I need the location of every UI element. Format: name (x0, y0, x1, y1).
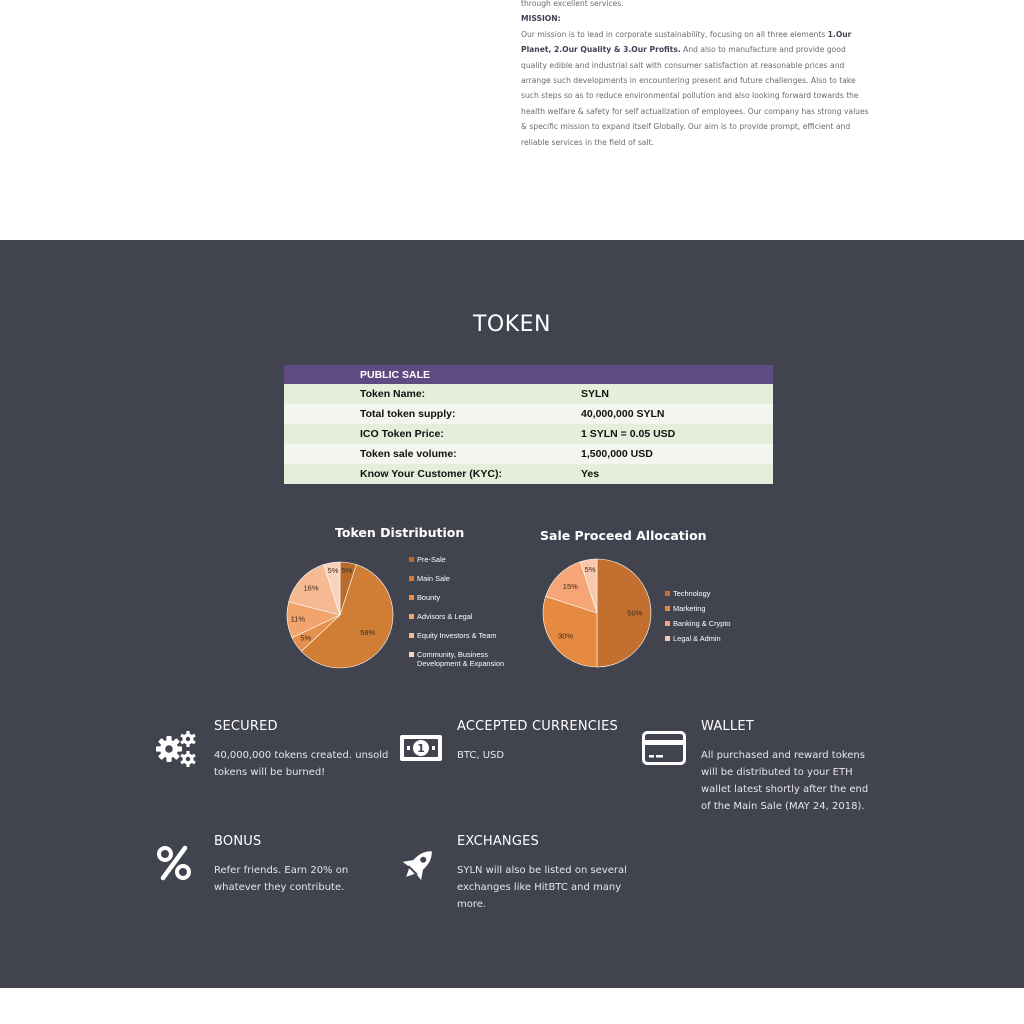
legend-item (665, 634, 755, 643)
legend-item (409, 555, 519, 564)
gears-icon (155, 729, 199, 774)
feature-exchanges-title: EXCHANGES (457, 834, 539, 849)
legend-item (409, 574, 519, 583)
percent-icon (156, 845, 192, 886)
pie-slice-label: 5% (341, 566, 353, 575)
token-distribution-title: Token Distribution (335, 525, 465, 540)
legend-item (409, 593, 519, 602)
legend-label: Main Sale (417, 574, 450, 583)
legend-label: Advisors & Legal (417, 612, 473, 621)
legend-swatch (409, 557, 414, 562)
feature-secured-title: SECURED (214, 719, 278, 734)
table-row-label: Total token supply: (360, 408, 456, 420)
pie-slice-label: 15% (562, 581, 578, 591)
legend-swatch (409, 576, 414, 581)
legend-item (665, 589, 755, 598)
table-row-value: 40,000,000 SYLN (581, 408, 665, 420)
public-sale-header: PUBLIC SALE (284, 365, 773, 384)
mission-text-pre: Our mission is to lead in corporate sustainability, focusing on all three elements (521, 29, 828, 39)
legend-label: Equity Investors & Team (417, 631, 497, 640)
rocket-icon (399, 844, 439, 889)
legend-label: Community, Business Development & Expansion (417, 650, 505, 668)
pie-slice-label: 50% (627, 608, 643, 618)
table-row (284, 404, 773, 424)
legend-swatch (409, 633, 414, 638)
svg-text:1: 1 (417, 742, 425, 755)
legend-label: Bounty (417, 593, 441, 602)
legend-item (409, 650, 519, 668)
feature-secured-text: 40,000,000 tokens created. unsold tokens will be burned! (214, 750, 389, 778)
table-row-value: 1,500,000 USD (581, 448, 653, 460)
pie-slice-label: 5% (327, 566, 339, 575)
table-row (284, 464, 773, 484)
table-row-value: SYLN (581, 388, 610, 400)
feature-currencies-title: ACCEPTED CURRENCIES (457, 719, 618, 734)
pie-slice-label: 30% (557, 631, 574, 641)
table-row-label: Token sale volume: (360, 448, 457, 460)
legend-item (409, 612, 519, 621)
legend-item (409, 631, 519, 640)
legend-item (665, 604, 755, 613)
feature-currencies-text: BTC, USD (457, 750, 505, 761)
legend-swatch (665, 621, 670, 626)
mission-heading: MISSION: (521, 14, 561, 24)
legend-swatch (665, 606, 670, 611)
pie-slice-label: 5% (584, 564, 596, 574)
pie-slice-label: 5% (300, 633, 312, 643)
table-row (284, 384, 773, 404)
legend-swatch (409, 652, 414, 657)
pie-slice-label: 11% (290, 614, 306, 624)
footer-blank-area (0, 988, 1024, 1024)
sale-proceed-pie (537, 553, 657, 673)
table-row-value: Yes (581, 468, 600, 480)
feature-wallet-title: WALLET (701, 719, 754, 734)
legend-label: Technology (673, 589, 711, 598)
pie-slice (597, 559, 651, 667)
legend-label: Legal & Admin (673, 634, 721, 643)
legend-swatch (409, 614, 414, 619)
sale-proceed-legend (665, 589, 755, 649)
token-distribution-pie (280, 555, 400, 675)
feature-exchanges-text: SYLN will also be listed on several exchanges like HitBTC and many more. (457, 865, 627, 910)
legend-label: Marketing (673, 604, 706, 613)
about-lead-text: through excellent services. (521, 0, 624, 8)
table-row-value: 1 SYLN = 0.05 USD (581, 428, 676, 440)
table-row (284, 424, 773, 444)
table-row (284, 444, 773, 464)
legend-swatch (665, 636, 670, 641)
table-row-label: Know Your Customer (KYC): (360, 468, 502, 480)
legend-label: Banking & Crypto (673, 619, 731, 628)
pie-slice-label: 58% (360, 628, 376, 638)
feature-bonus-text: Refer friends. Earn 20% on whatever they contribute. (214, 865, 349, 893)
mission-text-post: And also to manufacture and provide good quality edible and industrial salt with consumer satisfaction at reasonable prices and arrange such developments in encountering present and future challenges. Also to take such steps so as to reduce environmental pollution and also looking forward towards the health welfare & safety for self actualization of employees. Our company has strong values & specific mission to expand itself Globally. Our aim is to provide prompt, efficient and reliable services in the field of salt. (521, 45, 869, 147)
about-section (0, 0, 1024, 240)
pie-slice-label: 16% (303, 583, 319, 593)
token-distribution-legend (409, 555, 519, 678)
legend-swatch (665, 591, 670, 596)
table-row-label: ICO Token Price: (360, 428, 444, 440)
feature-bonus-title: BONUS (214, 834, 262, 849)
credit-card-icon (642, 731, 686, 770)
legend-item (665, 619, 755, 628)
token-title: TOKEN (472, 312, 552, 337)
table-row-label: Token Name: (360, 388, 426, 400)
legend-swatch (409, 595, 414, 600)
public-sale-table (284, 365, 773, 484)
banknote-icon (399, 733, 443, 768)
feature-wallet-text: All purchased and reward tokens will be distributed to your ETH wallet latest shortly after the end of the Main Sale (MAY 24, 2018). (701, 750, 869, 812)
sale-proceed-title: Sale Proceed Allocation (540, 528, 707, 543)
legend-label: Pre-Sale (417, 555, 446, 564)
mission-text-block (521, 0, 871, 150)
mission-text-bold: 1.Our Planet, 2.Our Quality & 3.Our Profits. (521, 29, 852, 55)
